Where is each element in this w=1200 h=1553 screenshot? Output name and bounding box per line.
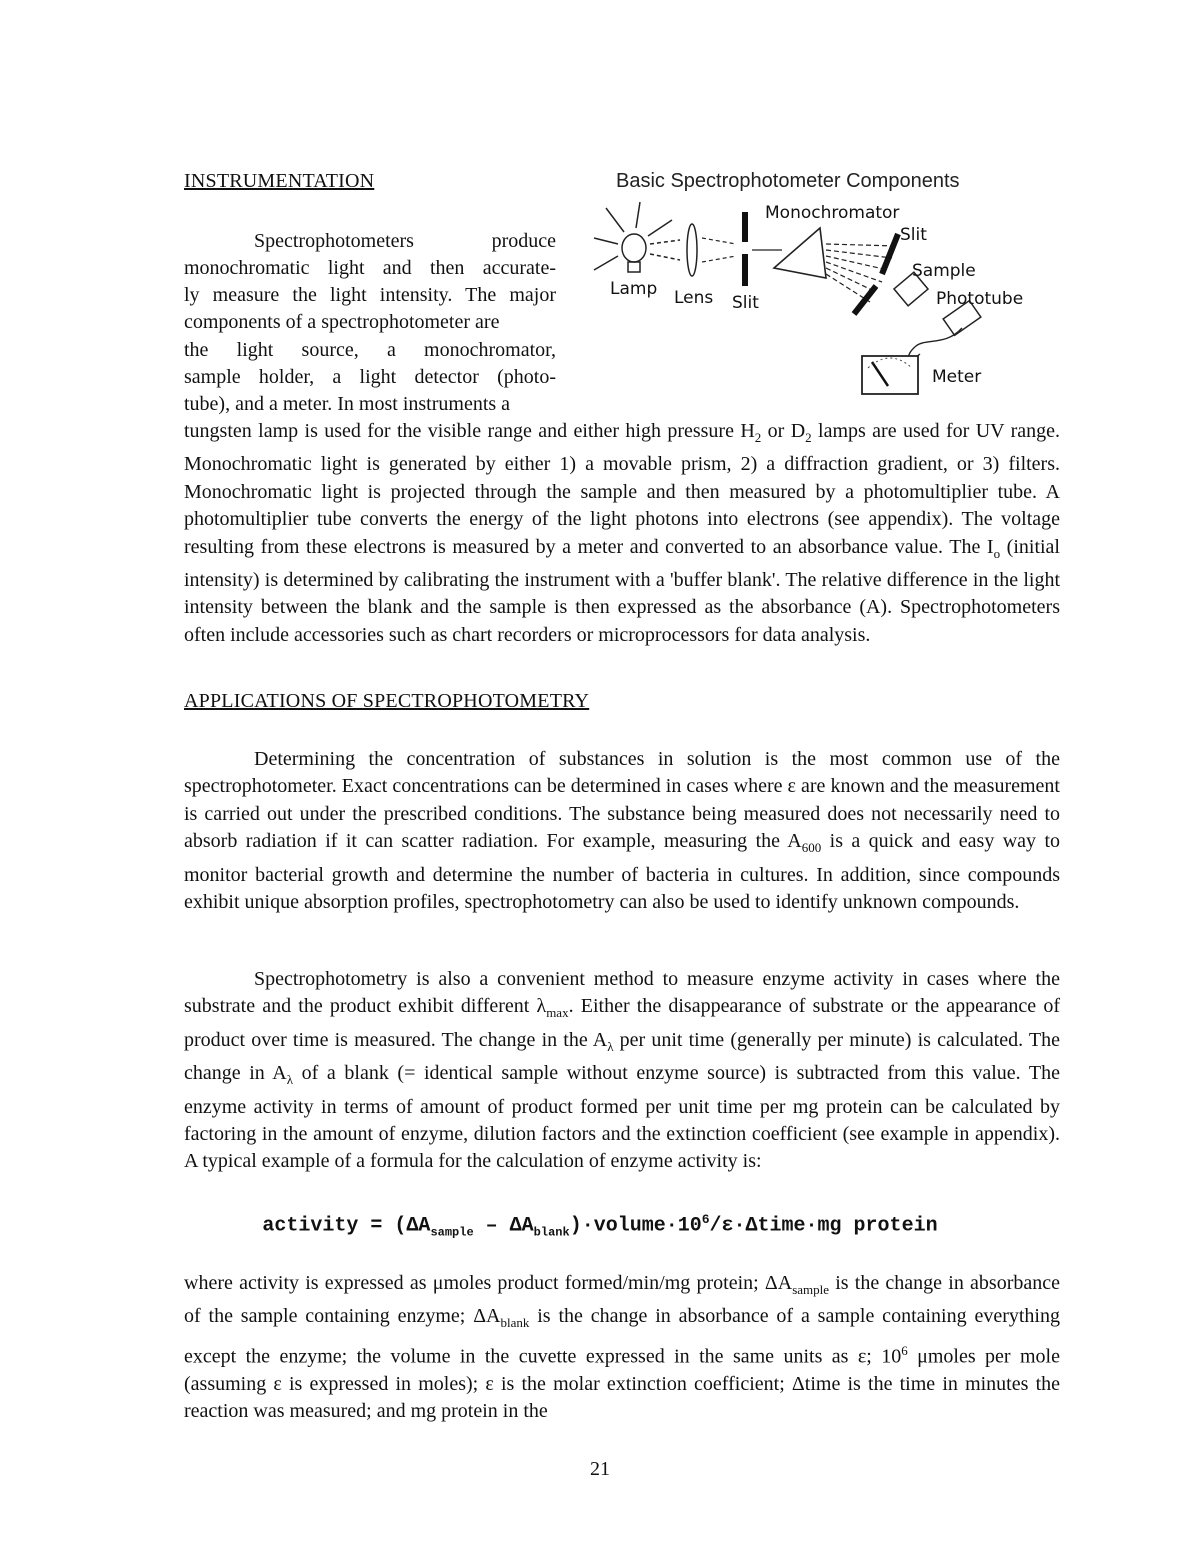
body-text: is the change in absorbance of the sample containing enzyme; ΔA — [184, 1272, 1060, 1328]
activity-formula — [0, 1212, 1200, 1240]
subscript: 2 — [754, 430, 762, 445]
meter-label: Meter — [932, 367, 982, 387]
body-text: is the change in absorbance of a sample containing everything except the enzyme; the volume in the cuvette expressed in the same units as ε; 10 — [184, 1305, 1060, 1368]
intro-line: monochromatic light and then accurate- — [184, 257, 556, 279]
intro-line: ly measure the light intensity. The major — [184, 284, 556, 306]
subscript: 600 — [801, 840, 822, 856]
superscript: 6 — [901, 1342, 908, 1358]
slit-1-label: Slit — [732, 293, 759, 313]
superscript: 6 — [701, 1212, 710, 1227]
body-text: μmoles per mole (assuming ε is expressed in moles); ε is the molar extinction coefficient; Δtime is the time in minutes the reaction was measured; and mg protein in the — [184, 1345, 1060, 1423]
body-text: tungsten lamp is used for the visible range and either high pressure H — [184, 420, 755, 442]
body-text: Spectrophotometry is also a convenient method to measure enzyme activity in cases where the substrate and the product exhibit different λ — [184, 968, 1060, 1018]
applications-paragraph-2 — [184, 966, 1060, 1176]
lens-icon — [687, 224, 697, 276]
intro-line: the light source, a monochromator, — [184, 339, 556, 361]
instrumentation-body — [184, 418, 1060, 649]
subscript: sample — [430, 1225, 474, 1240]
sample-label: Sample — [912, 261, 976, 281]
formula-text: – ΔA — [473, 1214, 534, 1238]
body-text: Determining the concentration of substances in solution is the most common use of the spectrophotometer. Exact concentrations can be determined in cases where ε are known and the measurement is carried out under the prescribed conditions. The substance being measured does not necessarily need to absorb radiation if it can scatter radiation. For example, measuring the A — [184, 748, 1060, 853]
subscript: 2 — [805, 430, 812, 445]
slit-1-icon — [742, 212, 748, 286]
subscript: λ — [286, 1072, 294, 1088]
subscript: max — [546, 1005, 569, 1021]
body-text: where activity is expressed as μmoles product formed/min/mg protein; ΔA — [184, 1272, 793, 1294]
page-number: 21 — [590, 1458, 610, 1480]
subscript: blank — [533, 1225, 570, 1240]
intro-line: Spectrophotometers produce — [254, 230, 556, 252]
lamp-icon — [594, 202, 680, 272]
body-text: . Either the disappearance of substrate or the appearance of product over time is measured. The change in the A — [184, 995, 1060, 1051]
body-text: of a blank (= identical sample without enzyme source) is subtracted from this value. The enzyme activity in terms of amount of product formed per unit time per mg protein can be calculated by factoring in the amount of enzyme, dilution factors and the extinction coefficient (see example in appendix). A typical example of a formula for the calculation of enzyme activity is: — [184, 1062, 1060, 1173]
applications-paragraph-1 — [184, 746, 1060, 916]
spectrophotometer-diagram — [586, 168, 1046, 408]
subscript: sample — [792, 1282, 830, 1297]
figure-title: Basic Spectrophotometer Components — [616, 170, 960, 192]
formula-explanation — [184, 1270, 1060, 1426]
applications-heading: APPLICATIONS OF SPECTROPHOTOMETRY — [184, 690, 590, 712]
slit-2-label: Slit — [900, 225, 927, 245]
subscript: blank — [500, 1315, 530, 1331]
intro-line: sample holder, a light detector (photo- — [184, 366, 556, 388]
formula-text: activity = (ΔA — [262, 1214, 431, 1238]
lens-label: Lens — [674, 288, 714, 308]
body-text: is a quick and easy way to monitor bacterial growth and determine the number of bacteria in cultures. In addition, since compounds exhibit unique absorption profiles, spectrophotometry can also be used to identify unknown compounds. — [184, 830, 1060, 914]
monochromator-label: Monochromator — [765, 203, 900, 223]
phototube-label: Phototube — [936, 289, 1024, 309]
body-text: lamps are used for UV range. Monochromatic light is generated by either 1) a movable prism, 2) a diffraction gradient, or 3) filters. Monochromatic light is projected through the sample and then measured by a photomultiplier tube. A photomultiplier tube converts the energy of the light photons into electrons (see appendix). The voltage resulting from these electrons is measured by a meter and converted to an absorbance value. The I — [184, 420, 1061, 558]
formula-text: /ε·Δtime·mg protein — [709, 1214, 938, 1238]
subscript: λ — [607, 1038, 614, 1054]
instrumentation-heading: INSTRUMENTATION — [184, 170, 375, 192]
monochromator-prism-icon — [774, 228, 826, 278]
body-text: per unit time (generally per minute) is calculated. The change in A — [184, 1028, 1061, 1085]
intro-line: tube), and a meter. In most instruments a — [184, 393, 511, 415]
meter-icon — [862, 356, 918, 394]
intro-line: components of a spectrophotometer are — [184, 311, 500, 333]
body-text: or D — [761, 420, 806, 442]
subscript: o — [993, 545, 1001, 561]
formula-text: )·volume·10 — [569, 1214, 702, 1238]
lamp-label: Lamp — [610, 279, 658, 299]
body-text: (initial intensity) is determined by calibrating the instrument with a 'buffer blank'. The relative difference in the light intensity between the blank and the sample is then expressed as the absorbance (A). Spectrophotometers often include accessories such as chart recorders or microprocessors for data analysis. — [184, 535, 1060, 646]
